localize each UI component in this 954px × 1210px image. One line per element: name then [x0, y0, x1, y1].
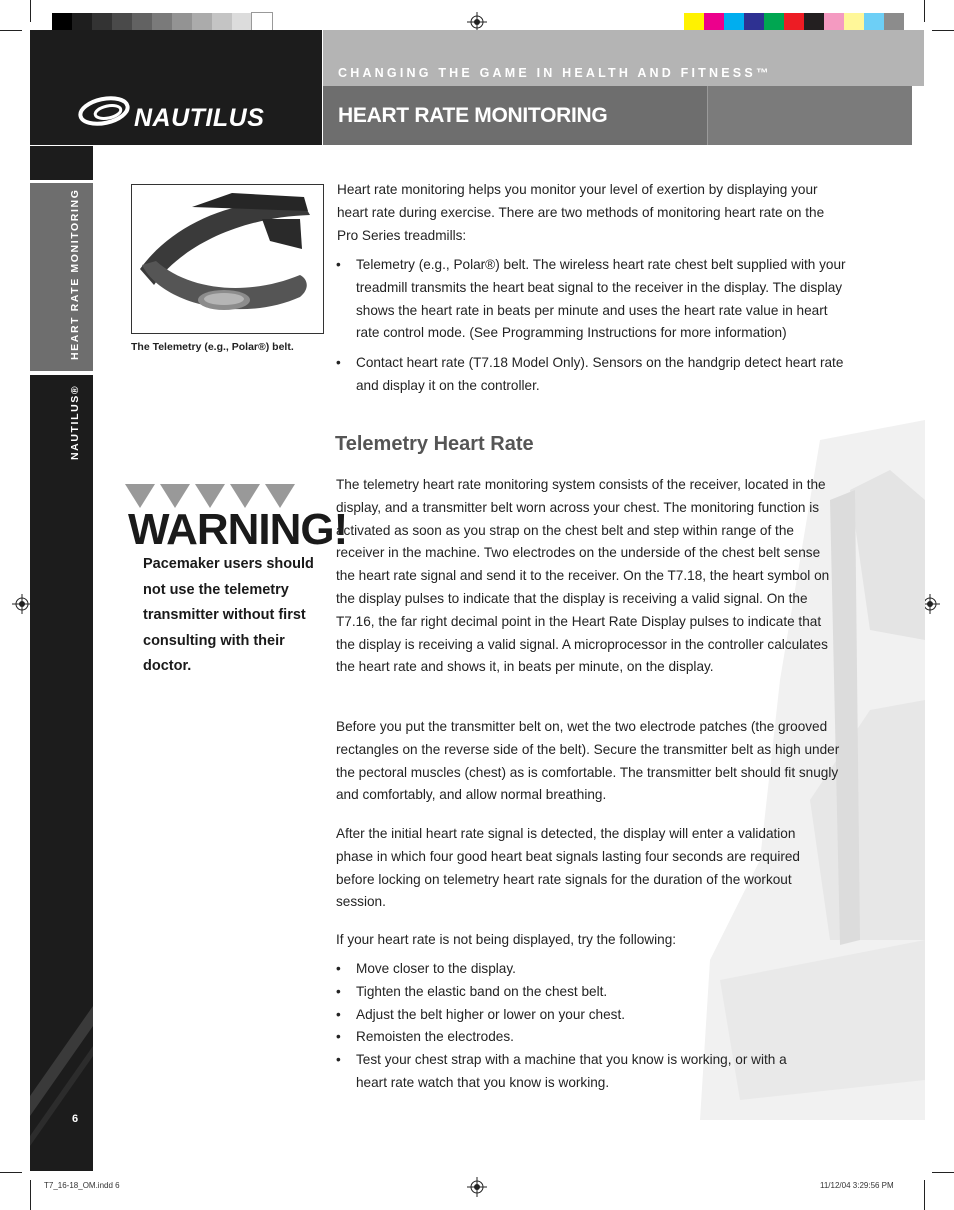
side-tab-heart-rate [30, 183, 93, 371]
validation-paragraph: After the initial heart rate signal is detected, the display will enter a validation phase in which four good heart beat signals lasting four seconds are required before locking on telemetry heart rate signals for the duration of the workout session. [336, 826, 800, 910]
crop-mark [924, 1180, 925, 1210]
list-item: • Contact heart rate (T7.18 Model Only). Sensors on the handgrip detect heart rate and display it on the controller. [337, 352, 847, 398]
crop-mark [932, 1172, 954, 1173]
warning-heading: WARNING! [128, 505, 348, 554]
page-title: HEART RATE MONITORING [338, 104, 608, 127]
crop-mark [0, 1172, 22, 1173]
list-item: • Remoisten the electrodes. [337, 1026, 817, 1049]
nautilus-logo: NAUTILUS [134, 104, 265, 132]
footer-file-name: T7_16-18_OM.indd 6 [44, 1181, 120, 1190]
belt-instructions-paragraph: Before you put the transmitter belt on, wet the two electrode patches (the grooved rectangles on the reverse side of the belt). Secure the transmitter belt as high under the pectoral muscles (chest) as is comfortable. The transmitter belt should fit snugly and comfortably, and allow normal breathing. [336, 719, 840, 803]
photo-caption: The Telemetry (e.g., Polar®) belt. [131, 341, 294, 353]
side-tab-divider [30, 371, 93, 375]
registration-mark-icon [12, 594, 32, 614]
crop-mark [30, 1180, 31, 1210]
tagline: CHANGING THE GAME IN HEALTH AND FITNESS™ [338, 66, 772, 80]
crop-mark [0, 30, 22, 31]
title-bar-end [707, 86, 912, 145]
list-item: • Telemetry (e.g., Polar®) belt. The wireless heart rate chest belt supplied with your treadmill transmits the heart beat signal to the receiver in the display. The display shows the heart rate in beats per minute and uses the heart rate value in heart rate control mode. (See Programming Instructions for more information) [337, 254, 847, 345]
list-item: • Move closer to the display. [337, 958, 817, 981]
page-number: 6 [72, 1113, 79, 1125]
telemetry-paragraph: The telemetry heart rate monitoring system consists of the receiver, located in the display, and a transmitter belt worn across your chest. The monitoring function is activated as soon as you strap on the chest belt and step within range of the receiver in the machine. Two electrodes on the underside of the chest belt sense the heart rate signal and send it to the receiver. On the T7.18, the heart symbol on the display pulses to indicate that the display is receiving a valid signal. On the T7.16, the far right decimal point in the Heart Rate Display pulses to indicate that the display is receiving a valid signal. A microprocessor in the controller calculates the heart rate and shows it, in beats per minute, on the display. [336, 477, 830, 675]
warning-text: Pacemaker users should not use the telemetry transmitter without first consulting with their doctor. [143, 556, 314, 674]
crop-mark [924, 0, 925, 22]
side-tab-label-section: HEART RATE MONITORING [69, 188, 81, 360]
troubleshoot-intro: If your heart rate is not being displayed, try the following: [336, 932, 677, 947]
intro-paragraph: Heart rate monitoring helps you monitor your level of exertion by displaying your heart rate during exercise. There are two methods of monitoring heart rate on the Pro Series treadmills: [337, 182, 825, 243]
side-tab-label-brand: NAUTILUS® [69, 384, 81, 460]
chest-belt-photo [131, 184, 324, 334]
nautilus-swoosh-icon [78, 94, 133, 130]
footer-timestamp: 11/12/04 3:29:56 PM [820, 1181, 894, 1190]
crop-mark [932, 30, 954, 31]
intro-bullet-list [337, 254, 847, 398]
chest-belt-image [132, 185, 323, 333]
side-strip-accent [30, 1006, 93, 1166]
troubleshoot-list [337, 958, 817, 1095]
registration-mark-icon [467, 12, 487, 32]
list-item: • Test your chest strap with a machine that you know is working, or with a heart rate watch that you know is working. [337, 1049, 817, 1095]
list-item: • Tighten the elastic band on the chest belt. [337, 981, 817, 1004]
section-heading: Telemetry Heart Rate [335, 433, 534, 455]
list-item: • Adjust the belt higher or lower on your chest. [337, 1004, 817, 1027]
crop-mark [30, 0, 31, 22]
registration-mark-icon [467, 1177, 487, 1197]
header-logo-panel [30, 30, 322, 145]
